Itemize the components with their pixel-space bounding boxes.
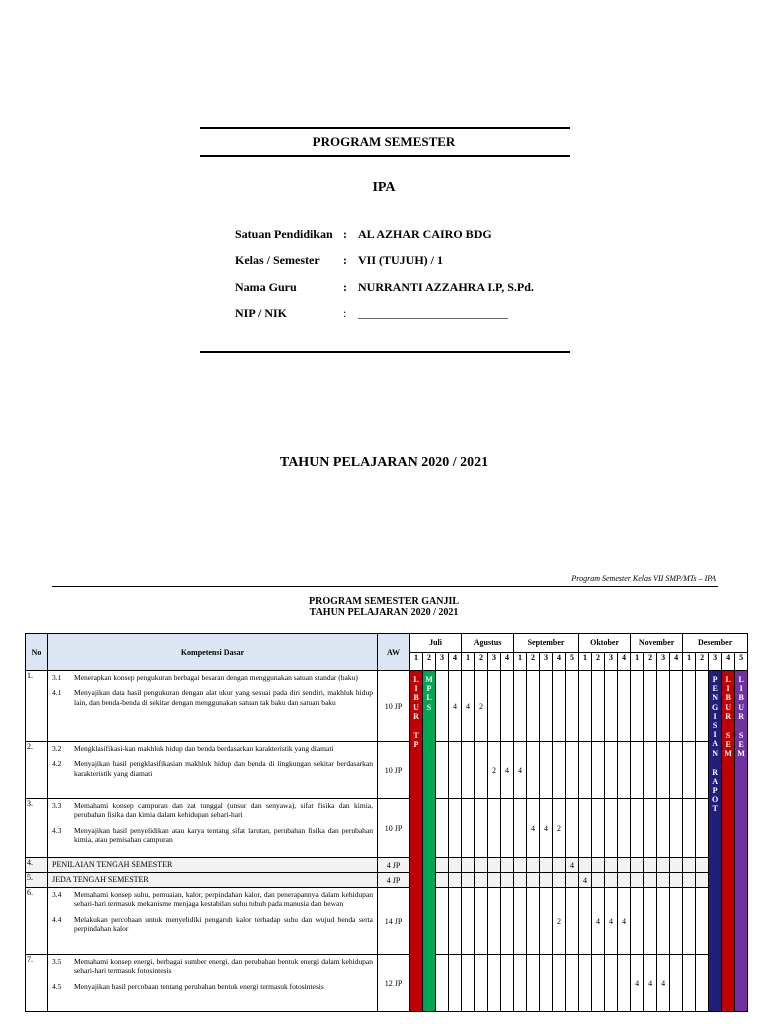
week-cell	[605, 955, 618, 1012]
week-cell	[592, 799, 605, 858]
week-cell	[618, 742, 631, 799]
week-cell	[540, 955, 553, 1012]
week-cell: 2	[553, 888, 566, 955]
week-cell	[436, 955, 449, 1012]
week-cell	[605, 858, 618, 873]
week-cell	[566, 888, 579, 955]
week-header: 4	[449, 652, 462, 671]
competency-code: 3.4	[52, 890, 62, 899]
allocation-cell: 4 JP	[378, 858, 410, 873]
week-cell	[670, 873, 683, 888]
competency-item	[52, 801, 373, 820]
info-value: VII (TUJUH) / 1	[358, 253, 444, 267]
week-header: 3	[436, 652, 449, 671]
week-cell	[475, 955, 488, 1012]
week-cell	[540, 858, 553, 873]
competency-item	[52, 826, 373, 845]
week-cell: 4	[631, 955, 644, 1012]
week-cell	[449, 742, 462, 799]
table-row	[26, 671, 748, 742]
competency-code: 3.2	[52, 744, 62, 753]
week-cell	[553, 742, 566, 799]
week-cell	[540, 873, 553, 888]
week-cell	[657, 858, 670, 873]
week-header: 3	[709, 652, 722, 671]
week-cell	[605, 873, 618, 888]
month-header: November	[631, 634, 683, 653]
week-cell	[462, 858, 475, 873]
week-cell	[488, 955, 501, 1012]
col-no-header: No	[26, 634, 48, 671]
month-header: Juli	[410, 634, 462, 653]
week-cell	[631, 858, 644, 873]
week-cell	[592, 955, 605, 1012]
week-cell	[475, 873, 488, 888]
week-cell	[527, 873, 540, 888]
week-cell	[436, 858, 449, 873]
row-number: 3.	[26, 799, 48, 858]
week-header: 4	[501, 652, 514, 671]
info-sep: :	[343, 280, 347, 294]
week-cell	[631, 799, 644, 858]
week-cell	[670, 955, 683, 1012]
header-rule	[52, 586, 718, 587]
week-header: 1	[514, 652, 527, 671]
week-cell	[631, 873, 644, 888]
week-cell	[644, 742, 657, 799]
cover-mid-rule	[200, 155, 570, 157]
competency-text: Memahami konsep campuran dan zat tunggal (unsur dan senyawa), sifat fisika dan kimia, perubahan fisika dan kimia dalam kehidupan sehari-hari	[74, 801, 373, 820]
week-cell	[514, 955, 527, 1012]
week-cell	[683, 742, 696, 799]
competency-item	[52, 890, 373, 909]
cover-bottom-rule	[200, 351, 570, 353]
week-cell	[644, 873, 657, 888]
week-cell	[462, 955, 475, 1012]
allocation-cell: 14 JP	[378, 888, 410, 955]
week-cell: 4	[514, 742, 527, 799]
week-cell	[605, 799, 618, 858]
competency-cell	[48, 955, 378, 1012]
week-cell	[579, 858, 592, 873]
col-kd-header: Kompetensi Dasar	[48, 634, 378, 671]
week-cell: 2	[553, 799, 566, 858]
competency-cell	[48, 742, 378, 799]
week-cell	[657, 742, 670, 799]
week-cell: 4	[579, 873, 592, 888]
week-cell	[436, 873, 449, 888]
week-cell	[462, 888, 475, 955]
table-row	[26, 742, 748, 799]
week-header: 1	[579, 652, 592, 671]
allocation-cell: 10 JP	[378, 671, 410, 742]
week-cell	[514, 858, 527, 873]
table-subtitle: TAHUN PELAJARAN 2020 / 2021	[309, 607, 459, 618]
subject-title: IPA	[372, 180, 396, 195]
competency-text: Memahami konsep energi, berbagai sumber energi, dan perubahan bentuk energi dalam kehidupan sehari-hari termasuk fotosintesis	[74, 957, 373, 976]
week-cell	[631, 671, 644, 742]
page-title: PROGRAM SEMESTER	[312, 134, 456, 149]
week-cell	[670, 742, 683, 799]
week-cell	[462, 873, 475, 888]
schedule-band-libur-sem	[722, 671, 735, 1012]
week-cell	[618, 858, 631, 873]
competency-text: Memahami konsep suhu, pemuaian, kalor, perpindahan kalor, dan penerapannya dalam kehidupan sehari-hari termasuk mekanisme menjaga kestabilan suhu tubuh pada manusia dan hewan	[74, 890, 373, 909]
week-cell	[605, 671, 618, 742]
week-cell	[488, 873, 501, 888]
week-cell	[592, 742, 605, 799]
week-cell	[501, 799, 514, 858]
week-header: 5	[735, 652, 748, 671]
week-header: 4	[618, 652, 631, 671]
week-cell	[553, 873, 566, 888]
week-header: 2	[644, 652, 657, 671]
week-cell	[644, 858, 657, 873]
week-cell	[527, 671, 540, 742]
vertical-label: L I B U R S E M	[724, 675, 732, 759]
week-cell	[657, 671, 670, 742]
week-header: 4	[670, 652, 683, 671]
competency-code: 4.3	[52, 825, 62, 835]
competency-item	[52, 915, 373, 934]
schedule-band-libur-sem2	[735, 671, 748, 1012]
competency-item	[52, 744, 373, 753]
week-cell	[449, 888, 462, 955]
schedule-band-penilaian-rapot	[709, 671, 722, 1012]
cover-top-rule	[200, 127, 570, 129]
week-cell: 4	[449, 671, 462, 742]
row-activity: PENILAIAN TENGAH SEMESTER	[48, 858, 378, 873]
week-cell	[553, 858, 566, 873]
week-cell	[501, 858, 514, 873]
competency-cell	[48, 799, 378, 858]
week-cell	[592, 858, 605, 873]
competency-text: Mengklasifikasi-kan makhluk hidup dan benda berdasarkan karakteristik yang diamati	[74, 744, 334, 753]
row-number: 2.	[26, 742, 48, 799]
schedule-band-libur-tp	[410, 671, 423, 1012]
week-cell	[527, 888, 540, 955]
info-value: NURRANTI AZZAHRA I.P, S.Pd.	[358, 280, 534, 294]
row-number: 5.	[26, 873, 48, 888]
info-sep: :	[343, 227, 347, 241]
week-cell	[683, 799, 696, 858]
week-cell	[683, 858, 696, 873]
competency-code: 4.2	[52, 759, 62, 769]
week-cell	[488, 671, 501, 742]
week-cell	[696, 955, 709, 1012]
week-cell	[527, 742, 540, 799]
week-header: 3	[605, 652, 618, 671]
competency-code: 3.1	[52, 673, 62, 682]
week-cell	[514, 671, 527, 742]
month-header: Agustus	[462, 634, 514, 653]
week-cell	[475, 888, 488, 955]
competency-code: 3.3	[52, 801, 62, 810]
month-header: Desember	[683, 634, 748, 653]
week-cell	[514, 888, 527, 955]
week-cell	[566, 671, 579, 742]
vertical-label: L I B U R S E M	[737, 675, 745, 759]
semester-table	[25, 633, 748, 1012]
vertical-label: P E N G I S I A N R A P O T	[711, 675, 719, 814]
row-activity: JEDA TENGAH SEMESTER	[48, 873, 378, 888]
week-cell	[631, 742, 644, 799]
week-cell	[566, 799, 579, 858]
competency-code: 3.5	[52, 957, 62, 966]
row-number: 1.	[26, 671, 48, 742]
week-cell	[683, 955, 696, 1012]
table-row	[26, 955, 748, 1012]
week-cell	[657, 888, 670, 955]
week-cell	[540, 671, 553, 742]
week-cell: 4	[566, 858, 579, 873]
table-row	[26, 873, 748, 888]
week-cell	[696, 888, 709, 955]
table-row	[26, 858, 748, 873]
week-header: 2	[475, 652, 488, 671]
info-value: _________________________	[358, 306, 508, 320]
week-cell	[475, 799, 488, 858]
competency-text: Menyajikan hasil pengklasifikasian makhluk hidup dan benda di lingkungan sekitar berdasarkan karakteristik yang diamati	[74, 759, 373, 778]
week-cell	[696, 742, 709, 799]
allocation-cell: 12 JP	[378, 955, 410, 1012]
week-cell	[579, 671, 592, 742]
week-cell: 4	[657, 955, 670, 1012]
week-cell	[579, 955, 592, 1012]
competency-code: 4.1	[52, 688, 62, 698]
info-value: AL AZHAR CAIRO BDG	[358, 227, 492, 241]
competency-text: Menyajikan hasil penyelidikan atau karya tentang sifat larutan, perubahan fisika dan perubahan kimia, atau pemisahan campuran	[74, 825, 373, 845]
competency-text: Menyajikan hasil percobaan tentang perubahan bentuk energi termasuk fotosintesis	[74, 981, 324, 991]
row-number: 4.	[26, 858, 48, 873]
competency-text: Melakukan percobaan untuk menyelidiki pengaruh kalor terhadap suhu dan wujud benda serta perpindahan kalor	[74, 914, 373, 934]
week-cell	[618, 671, 631, 742]
week-cell	[436, 888, 449, 955]
week-cell	[644, 888, 657, 955]
week-cell: 4	[592, 888, 605, 955]
competency-item	[52, 759, 373, 778]
week-cell	[579, 742, 592, 799]
week-cell	[566, 873, 579, 888]
week-cell	[514, 873, 527, 888]
week-cell	[436, 742, 449, 799]
week-header: 2	[592, 652, 605, 671]
week-cell	[436, 671, 449, 742]
competency-text: Menerapkan konsep pengukuran berbagai besaran dengan menggunakan satuan standar (baku)	[74, 673, 358, 682]
allocation-cell: 10 JP	[378, 742, 410, 799]
week-cell	[553, 671, 566, 742]
week-cell: 4	[527, 799, 540, 858]
week-cell	[670, 858, 683, 873]
week-cell	[488, 888, 501, 955]
week-cell	[670, 799, 683, 858]
week-cell	[644, 799, 657, 858]
week-cell	[501, 671, 514, 742]
competency-cell	[48, 888, 378, 955]
week-cell	[657, 873, 670, 888]
week-header: 2	[696, 652, 709, 671]
competency-cell	[48, 671, 378, 742]
vertical-label: M P L S	[425, 675, 433, 712]
week-header: 5	[566, 652, 579, 671]
week-cell	[683, 671, 696, 742]
week-cell: 4	[540, 799, 553, 858]
week-header: 3	[657, 652, 670, 671]
week-cell	[540, 888, 553, 955]
week-cell	[683, 888, 696, 955]
week-header: 1	[462, 652, 475, 671]
competency-item	[52, 688, 373, 707]
month-header: September	[514, 634, 579, 653]
week-cell: 4	[501, 742, 514, 799]
week-cell	[605, 742, 618, 799]
info-label: Satuan Pendidikan	[235, 227, 333, 241]
week-cell	[618, 955, 631, 1012]
week-cell	[475, 858, 488, 873]
week-cell	[579, 799, 592, 858]
week-cell	[592, 873, 605, 888]
week-cell	[657, 799, 670, 858]
week-cell	[631, 888, 644, 955]
week-cell	[644, 671, 657, 742]
week-cell	[501, 873, 514, 888]
week-header: 1	[410, 652, 423, 671]
competency-item	[52, 673, 373, 682]
competency-item	[52, 982, 373, 991]
week-cell	[527, 858, 540, 873]
week-cell	[449, 873, 462, 888]
week-cell	[566, 742, 579, 799]
week-cell	[540, 742, 553, 799]
week-cell	[696, 799, 709, 858]
week-cell	[436, 799, 449, 858]
week-cell	[462, 799, 475, 858]
competency-item	[52, 957, 373, 976]
week-cell: 4	[644, 955, 657, 1012]
week-cell: 4	[618, 888, 631, 955]
col-aw-header: AW	[378, 634, 410, 671]
row-number: 7.	[26, 955, 48, 1012]
schedule-band-mpls	[423, 671, 436, 1012]
week-header: 2	[527, 652, 540, 671]
info-sep: :	[343, 253, 347, 267]
week-cell: 2	[488, 742, 501, 799]
week-header: 3	[540, 652, 553, 671]
allocation-cell: 10 JP	[378, 799, 410, 858]
week-cell	[449, 858, 462, 873]
week-cell: 4	[462, 671, 475, 742]
competency-code: 4.4	[52, 914, 62, 924]
week-cell	[475, 742, 488, 799]
week-header: 1	[631, 652, 644, 671]
week-cell	[696, 671, 709, 742]
week-cell	[696, 873, 709, 888]
week-cell: 4	[605, 888, 618, 955]
info-label: NIP / NIK	[235, 306, 288, 320]
week-cell	[501, 888, 514, 955]
week-cell	[514, 799, 527, 858]
info-sep: :	[343, 306, 347, 320]
week-cell	[670, 671, 683, 742]
week-cell	[592, 671, 605, 742]
info-label: Kelas / Semester	[235, 253, 320, 267]
academic-year: TAHUN PELAJARAN 2020 / 2021	[279, 455, 489, 470]
week-header: 4	[553, 652, 566, 671]
competency-code: 4.5	[52, 981, 62, 991]
vertical-label: L I B U R T P	[413, 675, 419, 750]
table-title: PROGRAM SEMESTER GANJIL	[308, 596, 459, 607]
week-cell	[566, 955, 579, 1012]
week-header: 2	[423, 652, 436, 671]
week-header: 4	[722, 652, 735, 671]
table-row	[26, 888, 748, 955]
allocation-cell: 4 JP	[378, 873, 410, 888]
week-cell: 2	[475, 671, 488, 742]
week-cell	[579, 888, 592, 955]
week-cell	[488, 858, 501, 873]
week-cell	[618, 799, 631, 858]
week-cell	[462, 742, 475, 799]
week-cell	[553, 955, 566, 1012]
week-cell	[449, 799, 462, 858]
week-header: 3	[488, 652, 501, 671]
month-header: Oktober	[579, 634, 631, 653]
competency-text: Menyajikan data hasil pengukuran dengan alat ukur yang sesuai pada diri sendiri, makhluk hidup lain, dan benda-benda di sekitar dengan menggunakan satuan tak baku dan satuan baku	[74, 688, 373, 707]
week-cell	[696, 858, 709, 873]
info-label: Nama Guru	[235, 280, 297, 294]
running-header: Program Semester Kelas VII SMP/MTs – IPA	[571, 574, 716, 583]
week-cell	[670, 888, 683, 955]
week-header: 1	[683, 652, 696, 671]
week-cell	[683, 873, 696, 888]
week-cell	[527, 955, 540, 1012]
week-cell	[449, 955, 462, 1012]
table-row	[26, 799, 748, 858]
week-cell	[501, 955, 514, 1012]
row-number: 6.	[26, 888, 48, 955]
week-cell	[618, 873, 631, 888]
week-cell	[488, 799, 501, 858]
